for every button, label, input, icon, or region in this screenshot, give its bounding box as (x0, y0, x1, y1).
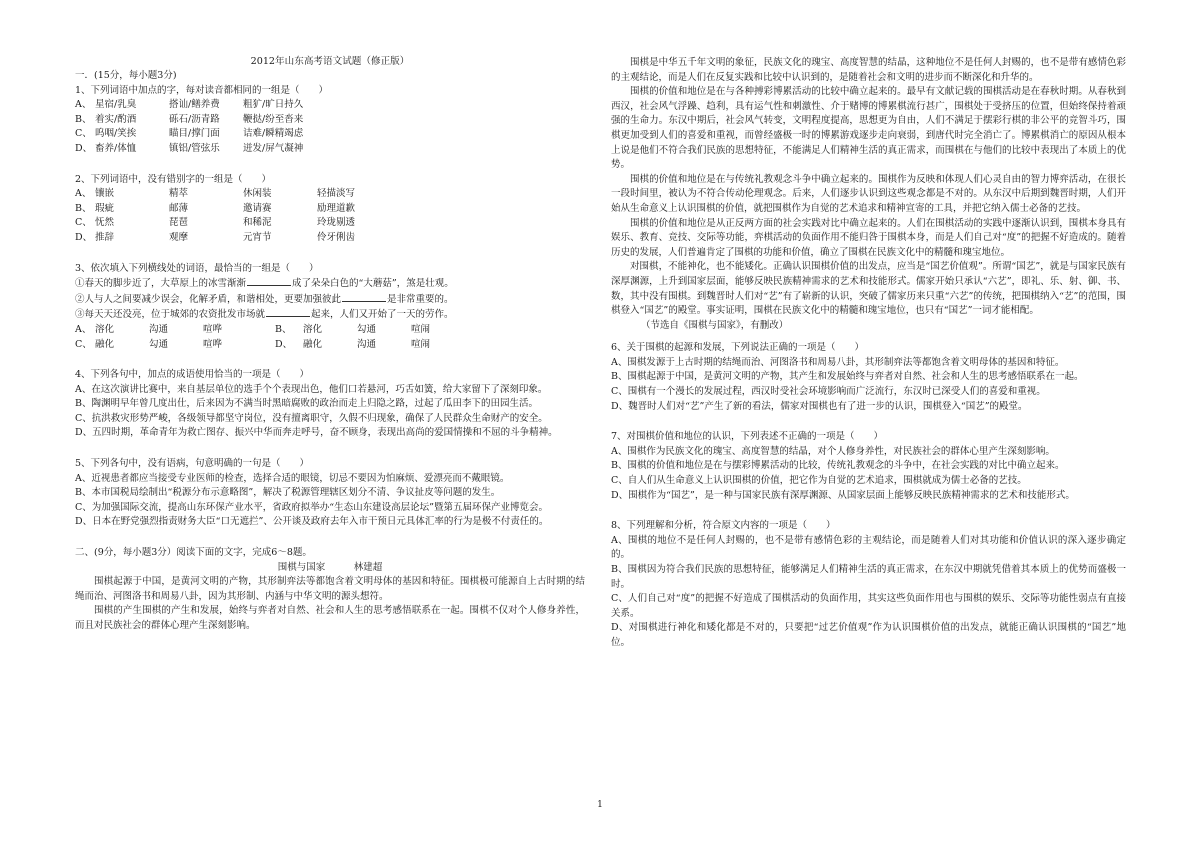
question-7-option-a: A、围棋作为民族文化的瑰宝、高度智慧的结晶，对个人修身养性，对民族社会的群体心里产生深刻影响。 (611, 445, 1055, 457)
option-letter: C、 (75, 338, 92, 350)
option-word: 勾通 (149, 338, 169, 350)
option-word: 和稀泥 (243, 217, 272, 229)
option-word: 粗犷/旷日持久 (243, 99, 304, 111)
option-word: 融化 (95, 338, 115, 350)
question-8-stem: 8、下列理解和分析，符合原文内容的一项是（ ） (611, 520, 836, 532)
article-paragraph-2: 围棋的产生围棋的产生和发展，始终与弈者对自然、社会和人生的思考感悟联系在一起。围棋不仅对个人修身养性，而且对民族社会的群体心理产生深刻影响。 (75, 605, 585, 631)
option-word: 琵琶 (169, 217, 189, 229)
option-word: 沟通 (149, 323, 169, 335)
option-word: 瞄目/撑门面 (169, 128, 220, 140)
option-letter: D、 (275, 338, 293, 350)
question-7-option-c: C、自人们从生命意义上认识围棋的价值，把它作为自觉的艺术追求，围棋就成为儒士必备的艺技。 (611, 475, 1027, 487)
question-3-stem: 3、依次填入下列横线处的词语，最恰当的一组是（ ） (75, 262, 319, 274)
question-2 (75, 173, 585, 246)
question-4-option-b: B、陶渊明早年曾几度出仕，后来因为不满当时黑暗腐败的政治而走上归隐之路，过起了瓜田李下的田园生活。 (75, 398, 538, 410)
page-number: 1 (597, 800, 603, 810)
article-paragraph-6: 围棋的价值和地位是从正反两方面的社会实践对比中确立起来的。人们在围棋活动的实践中逐渐认识到，围棋本身具有娱乐、教育、竞技、交际等功能，弈棋活动的负面作用不能归咎于围棋本身，而是人们自己对“度”的把握不好造成的。随着历史的发展，人们普遍肯定了围棋的功能和价值，确立了围棋在民族文化中的精髓和瑰宝地位。 (611, 217, 1126, 258)
question-1-option-a (75, 98, 585, 113)
question-3-sentence-2: ②人与人之间要减少误会，化解矛盾，和谐相处，更要加强彼此 是非常重要的。 (75, 293, 454, 305)
option-word: 溶化 (95, 323, 115, 335)
option-word: 精萃 (169, 188, 189, 200)
option-letter: C、 (75, 128, 92, 140)
question-8-option-b: B、围棋因为符合我们民族的思想特征，能够满足人们精神生活的真正需求，在东汉中期就凭借着其本质上的优势而盛极一时。 (611, 564, 1126, 590)
option-letter: D、 (75, 142, 93, 154)
option-word: 玲珑剔透 (317, 217, 356, 229)
question-5-stem: 5、下列各句中，没有语病，句意明确的一句是（ ） (75, 458, 310, 470)
option-word: 怃然 (95, 217, 115, 229)
option-word: 喧哗 (203, 323, 223, 335)
question-8 (611, 519, 1126, 650)
article-source: （节选自《围棋与国家》，有删改） (641, 319, 789, 331)
question-2-stem: 2、下列词语中，没有错别字的一组是（ ） (75, 173, 272, 185)
question-2-option-c (75, 216, 585, 231)
exam-title: 2012年山东高考语文试题（修正版） (250, 56, 410, 67)
question-4-option-c: C、抗洪救灾形势严峻，各级领导都坚守岗位，没有擅离职守，久假不归现象，确保了人民群众生命财产的安全。 (75, 412, 548, 424)
question-1-option-c (75, 127, 585, 142)
option-letter: B、 (75, 113, 92, 125)
option-letter: B、 (275, 323, 292, 335)
question-8-option-c: C、人们自己对“度”的把握不好造成了围棋活动的负面作用，其实这些负面作用也与围棋的娱乐、交际等功能性弱点有直接关系。 (611, 593, 1126, 619)
question-5-option-a: A、近视患者都应当接受专业医师的检查，选择合适的眼镜，切忌不要因为怕麻烦、爱漂亮而不戴眼镜。 (75, 472, 510, 484)
question-3-sentence-3: ③每天天还没亮，位于城郊的农资批发市场就 起来，人们又开始了一天的劳作。 (75, 309, 454, 321)
question-3-options-ab (75, 323, 585, 338)
option-word: 元宵节 (243, 231, 272, 243)
question-6-option-a: A、围棋发源于上古时期的结绳而治、河图洛书和周易八卦，其形制弈法等都饱含着文明母体的基因和特征。 (611, 356, 1065, 368)
article-paragraph-3: 围棋是中华五千年文明的象征，民族文化的瑰宝、高度智慧的结晶，这种地位不是任何人封赐的，也不是带有感情色彩的主观结论，而是人们在反复实践和比较中认识到的，是随着社会和文明的进步而不断深化和升华的。 (611, 57, 1126, 83)
option-word: 星宿/乳臭 (95, 99, 137, 111)
question-3 (75, 262, 585, 353)
option-word: 励理道歉 (317, 202, 356, 214)
option-letter: D、 (75, 231, 93, 243)
article-title: 围棋与国家 林建超 (277, 561, 383, 573)
question-1-option-b (75, 113, 585, 128)
option-word: 瑕疵 (95, 202, 115, 214)
option-word: 砾石/沥青路 (169, 113, 220, 125)
fill-blank (266, 307, 310, 317)
fill-blank (342, 292, 386, 302)
option-word: 喧闹 (411, 338, 431, 350)
question-4-option-a: A、在这次演讲比赛中，来自基层单位的选手个个表现出色，他们口若悬河，巧舌如簧，给大家留下了深刻印象。 (75, 383, 548, 395)
question-8-option-a: A、围棋的地位不是任何人封赐的，也不是带有感情色彩的主观结论，而是随着人们对其功能和价值认识的深入逐步确定的。 (611, 534, 1126, 561)
article-paragraph-7: 对围棋，不能神化，也不能矮化。正确认识围棋价值的出发点，应当是“国艺价值观”。所谓“国艺”，就是与国家民族有深厚渊源，上升到国家层面，能够反映民族精神需求的艺术和技能形式。儒家开始只承认“六艺”，即礼、乐、射、御、书、数，其中没有围棋。到魏晋时人们对“艺”有了崭新的认识，突破了儒家历来只重“六艺”的传统，把围棋纳入“艺”的范围，围棋登入“国艺”的殿堂。事实证明，围棋在民族文化中的精髓和瑰宝地位，也只有“国艺”一词才能相配。 (611, 261, 1126, 317)
article-paragraph-5: 围棋的价值和地位是在与传统礼教观念斗争中确立起来的。围棋作为反映和体现人们心灵自由的智力博弈活动，在很长一段时间里，被认为不符合传动伦理观念。后来，人们逐步认识到这些观念都是不对的。从东汉中后期到魏晋时期，人们开始从生命意义上认识围棋的价值，就把围棋作为自觉的艺术追求和精神宣寄的工具，并把它纳入儒士必备的艺技。 (611, 173, 1126, 214)
option-word: 镇铝/管弦乐 (169, 142, 220, 154)
option-word: 喧哗 (203, 338, 223, 350)
option-letter: A、 (75, 99, 92, 111)
right-column (611, 56, 1126, 659)
question-5-option-b: B、本市国税局绘制出“税源分布示意略图”，解决了税源管理辖区划分不清、争议扯皮等问题的发生。 (75, 487, 501, 499)
left-column (75, 56, 585, 634)
question-1-stem: 1、下列词语中加点的字，每对读音都相同的一组是（ ） (75, 84, 329, 96)
option-word: 邀请赛 (243, 202, 272, 214)
question-5-option-d: D、日本在野党强烈指责财务大臣“口无遮拦”、公开谈及政府去年入市干预日元具体汇率的行为是极不付责任的。 (75, 516, 549, 528)
question-1-option-d (75, 142, 585, 157)
option-word: 诘难/瞬精竭虑 (243, 128, 304, 140)
question-5-option-c: C、为加强国际交流，提高山东环保产业水平，省政府拟举办“生态山东建设高层论坛”暨第五届环保产业博览会。 (75, 501, 548, 513)
question-3-sentence-1: ①春天的脚步近了，大草原上的冰雪渐渐 成了朵朵白色的“大蘑菇”，煞是壮观。 (75, 278, 454, 290)
question-3-options-cd (75, 338, 585, 353)
option-word: 溶化 (303, 323, 323, 335)
option-word: 勾通 (357, 323, 377, 335)
question-1 (75, 84, 585, 157)
option-word: 迸发/屏气凝神 (243, 142, 304, 154)
option-word: 鞭挞/纷至沓来 (243, 113, 304, 125)
question-4 (75, 368, 585, 441)
question-5 (75, 457, 585, 530)
article-paragraph-4: 围棋的价值和地位是在与各种搏彩博累活动的比较中确立起来的。最早有文献记载的围棋活动是在春秋时期。从春秋到西汉，社会风气浮躁、趋利，具有运气性和刺激性、介于赌博的博累棋流行甚广，围棋处于受挤压的位置，但始终保持着顽强的生命力。东汉中期后，社会风气转变，文明程度提高，思想更为自由，人们不满足于摆彩行棋的非公平的竞智斗巧，围棋更加受到人们的喜爱和重视，而曾经盛极一时的博累游戏逐步走向衰弱，到唐代时完全消亡了。博累棋消亡的原因从根本上说是他们不符合我们民族的思想特征，不能满足人们精神生活的真正需求，而围棋在与他们的比较中表现出了本质上的优势。 (611, 86, 1126, 171)
question-2-option-b (75, 202, 585, 217)
option-word: 观摩 (169, 231, 189, 243)
question-2-option-d (75, 231, 585, 246)
question-4-option-d: D、五四时期，革命青年为救亡图存、振兴中华而奔走呼号，奋不顾身，表现出高尚的爱国情操和不屈的斗争精神。 (75, 427, 558, 439)
section1-header: 一．(15分，每小题3分) (75, 70, 177, 81)
option-word: 邮薄 (169, 202, 189, 214)
fill-blank (247, 276, 291, 286)
option-word: 轻描淡写 (317, 188, 356, 200)
option-word: 搭讪/鳝养费 (169, 99, 220, 111)
option-word: 镶嵌 (95, 188, 115, 200)
question-4-stem: 4、下列各句中，加点的成语使用恰当的一项是（ ） (75, 369, 310, 381)
option-word: 沟通 (357, 338, 377, 350)
option-word: 着实/酌酒 (95, 113, 137, 125)
option-letter: A、 (75, 323, 92, 335)
option-word: 融化 (303, 338, 323, 350)
question-7-option-d: D、围棋作为“国艺”，是一种与国家民族有深厚渊源、从国家层面上能够反映民族精神需求的艺术和技能形式。 (611, 489, 1075, 501)
option-word: 喧闹 (411, 323, 431, 335)
question-8-option-d: D、对围棋进行神化和矮化都是不对的，只要把“过艺价值观”作为认识围棋价值的出发点，就能正确认识围棋的“国艺”地位。 (611, 622, 1126, 648)
question-7-option-b: B、围棋的价值和地位是在与摆彩博累活动的比较，传统礼教观念的斗争中，在社会实践的对比中确立起来。 (611, 460, 1065, 472)
option-word: 畜养/体恤 (95, 142, 137, 154)
question-6-option-d: D、魏晋时人们对“艺”产生了新的看法，儒家对围棋也有了进一步的认识，围棋登入“国艺”的殿堂。 (611, 400, 1028, 412)
option-word: 休闲装 (243, 188, 272, 200)
section2-header: 二、(9分，每小题3分）阅读下面的文字，完成6～8题。 (75, 547, 312, 559)
question-6-stem: 6、关于围棋的起源和发展，下列说法正确的一项是（ ） (611, 342, 865, 354)
question-7-stem: 7、对围棋价值和地位的认识，下列表述不正确的一项是（ ） (611, 431, 884, 443)
option-letter: B、 (75, 202, 92, 214)
option-word: 呜咽/笑挨 (95, 128, 137, 140)
question-7 (611, 430, 1126, 503)
option-letter: C、 (75, 217, 92, 229)
option-letter: A、 (75, 188, 92, 200)
question-2-option-a (75, 187, 585, 202)
question-6-option-b: B、围棋起源于中国，是黄河文明的产物，其产生和发展始终与弈者对自然、社会和人生的思考感悟联系在一起。 (611, 371, 1084, 383)
option-word: 推辞 (95, 231, 115, 243)
option-word: 伶牙俐齿 (317, 231, 356, 243)
question-6-option-c: C、围棋有一个漫长的发展过程，西汉时受社会环境影响而广泛流行，东汉时已深受人们的喜爱和重视。 (611, 386, 1046, 398)
article-paragraph-1: 围棋起源于中国，是黄河文明的产物，其形制弈法等都饱含着文明母体的基因和特征。围棋极可能源自上古时期的结绳而治、河图洛书和周易八卦，因为其形制、内涵与中华文明的源头想符。 (75, 576, 585, 602)
question-6 (611, 341, 1126, 414)
